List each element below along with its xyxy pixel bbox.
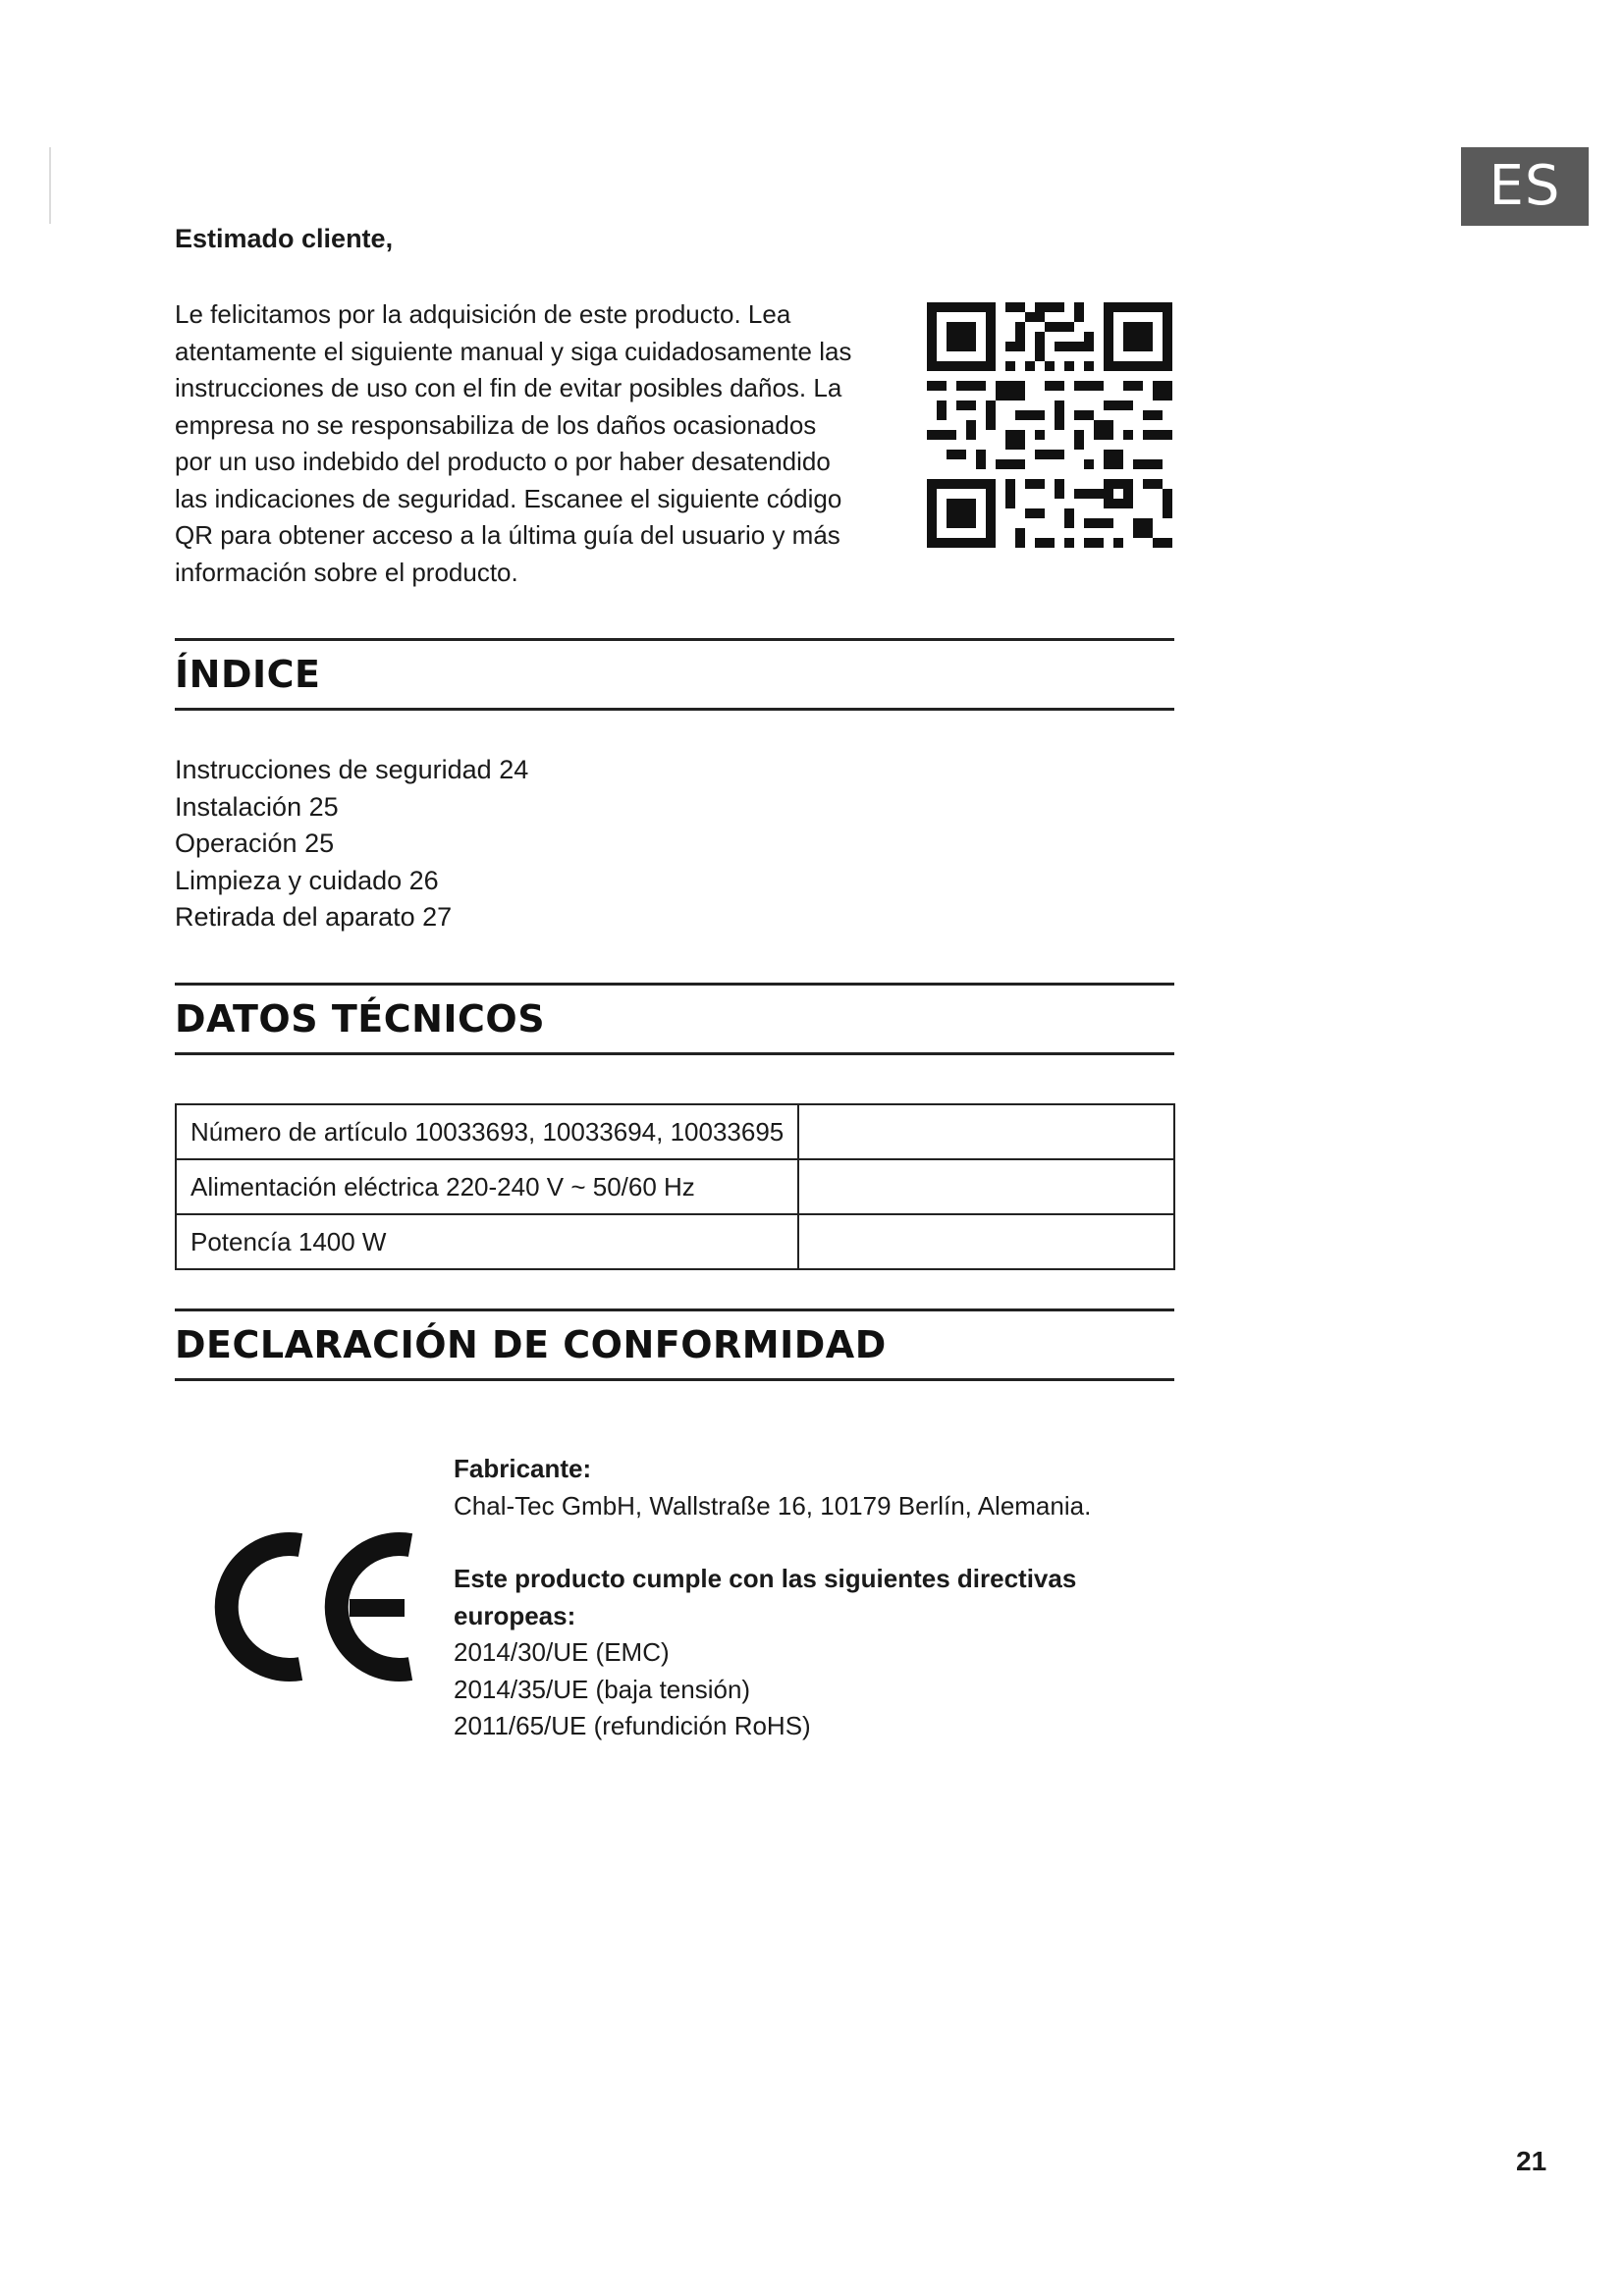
- intro-line: Le felicitamos por la adquisición de este producto. Lea: [175, 299, 791, 329]
- qr-code[interactable]: [927, 302, 1172, 548]
- toc-item[interactable]: Limpieza y cuidado 26: [175, 865, 439, 895]
- page-number: 21: [1516, 2146, 1547, 2176]
- section-title-index: ÍNDICE: [175, 653, 321, 696]
- manufacturer-label: Fabricante:: [454, 1454, 592, 1483]
- spec-text: Alimentación eléctrica 220-240 V ~ 50/60 Hz: [190, 1171, 695, 1201]
- spec-text: Número de artículo 10033693, 10033694, 10033695: [190, 1116, 785, 1147]
- table-row: [176, 1159, 1174, 1214]
- directive-item: 2014/35/UE (baja tensión): [454, 1674, 751, 1704]
- table-of-contents: [175, 752, 528, 936]
- table-row: [176, 1214, 1174, 1269]
- manufacturer-value: Chal-Tec GmbH, Wallstraße 16, 10179 Berlín, Alemania.: [454, 1490, 1092, 1521]
- intro-line: información sobre el producto.: [175, 557, 518, 587]
- section-title-specs: DATOS TÉCNICOS: [175, 997, 546, 1041]
- language-tab: ES: [1461, 147, 1589, 226]
- toc-item[interactable]: Instrucciones de seguridad 24: [175, 755, 529, 784]
- section-specs: [175, 983, 1174, 1055]
- section-conformity: [175, 1308, 1174, 1381]
- spec-cell-empty: [798, 1104, 1174, 1159]
- spec-cell: [176, 1214, 798, 1269]
- directives-label: Este producto cumple con las siguientes directivas: [454, 1564, 1077, 1593]
- spec-cell-empty: [798, 1214, 1174, 1269]
- directives-label: europeas:: [454, 1600, 576, 1630]
- intro-line: por un uso indebido del producto o por haber desatendido: [175, 447, 831, 476]
- spec-cell: [176, 1104, 798, 1159]
- greeting-heading: Estimado cliente,: [175, 224, 394, 253]
- spec-text: Potencía 1400 W: [190, 1226, 387, 1256]
- directive-item: 2014/30/UE (EMC): [454, 1637, 670, 1667]
- spec-cell: [176, 1159, 798, 1214]
- intro-line: instrucciones de uso con el fin de evitar posibles daños. La: [175, 373, 842, 402]
- toc-item[interactable]: Retirada del aparato 27: [175, 902, 453, 932]
- spec-cell-empty: [798, 1159, 1174, 1214]
- directive-item: 2011/65/UE (refundición RoHS): [454, 1711, 811, 1740]
- intro-line: atentamente el siguiente manual y siga cuidadosamente las: [175, 336, 852, 366]
- specs-table: [175, 1103, 1175, 1270]
- intro-line: QR para obtener acceso a la última guía del usuario y más: [175, 520, 840, 550]
- conformity-details: [454, 1451, 1161, 1745]
- section-index: [175, 638, 1174, 711]
- margin-rule: [49, 147, 51, 224]
- table-row: [176, 1104, 1174, 1159]
- toc-item[interactable]: Instalación 25: [175, 791, 339, 822]
- intro-line: empresa no se responsabiliza de los daños ocasionados: [175, 409, 817, 440]
- intro-paragraph: [175, 296, 862, 591]
- section-title-conformity: DECLARACIÓN DE CONFORMIDAD: [175, 1323, 887, 1366]
- toc-item[interactable]: Operación 25: [175, 828, 335, 858]
- intro-line: las indicaciones de seguridad. Escanee el siguiente código: [175, 483, 842, 513]
- ce-mark-icon: [192, 1523, 420, 1690]
